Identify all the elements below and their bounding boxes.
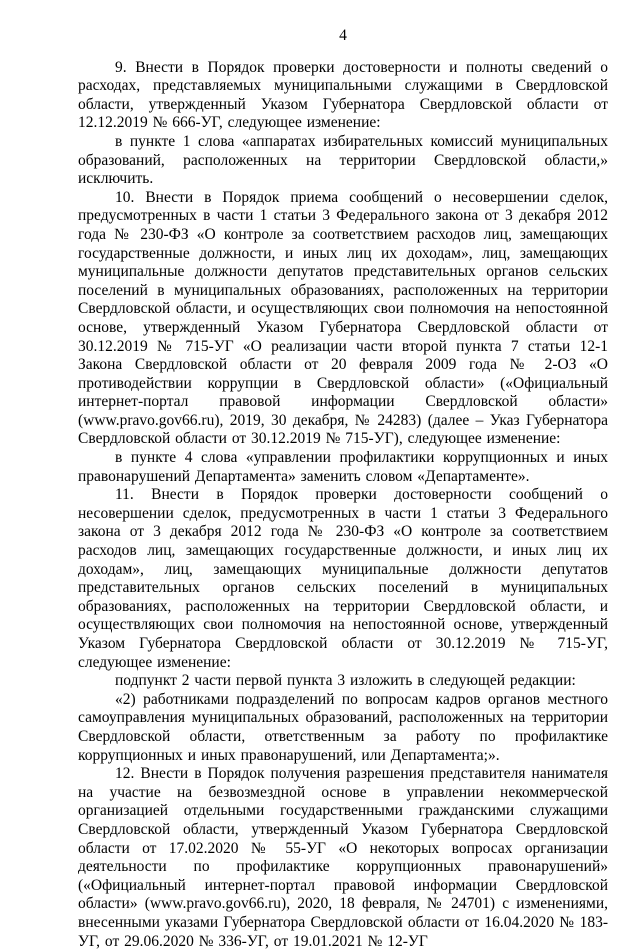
para-item-11-amendment-intro: подпункт 2 части первой пункта 3 изложить в следующей редакции: [115, 672, 576, 690]
para-item-10: 10. Внести в Порядок приема сообщений о несовершении сделок, предусмотренных в части 1 статьи 3 Федерального закона от 3 декабря 2012 года № 230-ФЗ «О контроле за соответствием расходов лиц, замещающих государственные должности, и иных лиц их доходам», лиц, замещающих муниципальные должности депутатов представительных органов сельских поселений в муниципальных образованиях, расположенных на территории Свердловской области, и осуществляющих свои полномочия на непостоянной основе, утвержденный Указом Губернатора Свердловской области от 30.12.2019 № 715-УГ «О реализации части второй пункта 7 статьи 12-1 Закона Свердловской области от 20 февраля 2009 года № 2-ОЗ «О противодействии коррупции в Свердловской области» («Официальный интернет-портал правовой информации Свердловской области» (www.pravo.gov66.ru), 2019, 30 декабря, № 24283) (далее – Указ Губернатора Свердловской области от 30.12.2019 № 715-УГ), следующее изменение: [78, 188, 608, 448]
page-number: 4 [339, 27, 347, 44]
para-item-11-amendment-text: «2) работниками подразделений по вопросам кадров органов местного самоуправления муниципальных образований, расположенных на территории Свердловской области, ответственным за работу по профилактике коррупционных и иных правонарушений, или Департамента;». [78, 690, 608, 764]
para-item-9: 9. Внести в Порядок проверки достоверности и полноты сведений о расходах, представляемых муниципальными служащими в Свердловской области, утвержденный Указом Губернатора Свердловской области от 12.12.2019 № 666-УГ, следующее изменение: [78, 58, 608, 132]
para-item-11: 11. Внести в Порядок проверки достоверности сообщений о несовершении сделок, предусмотренных в части 1 статьи 3 Федерального закона от 3 декабря 2012 года № 230-ФЗ «О контроле за соответствием расходов лиц, замещающих государственные должности, и иных лиц их доходам», лиц, замещающих муниципальные должности депутатов представительных органов сельских поселений в муниципальных образованиях, расположенных на территории Свердловской области, и осуществляющих свои полномочия на непостоянной основе, утвержденный Указом Губернатора Свердловской области от 30.12.2019 № 715-УГ, следующее изменение: [78, 486, 608, 671]
para-item-12: 12. Внести в Порядок получения разрешения представителя нанимателя на участие на безвозмездной основе в управлении некоммерческой организацией отдельными государственными гражданскими служащими Свердловской области, утвержденный Указом Губернатора Свердловской области от 17.02.2020 № 55-УГ «О некоторых вопросах организации деятельности по профилактике коррупционных правонарушений» («Официальный интернет-портал правовой информации Свердловской области» (www.pravo.gov66.ru), 2020, 18 февраля, № 24701) с изменениями, внесенными указами Губернатора Свердловской области от 16.04.2020 № 183-УГ, от 29.06.2020 № 336-УГ, от 19.01.2021 № 12-УГ [78, 765, 608, 950]
para-item-10-amendment: в пункте 4 слова «управлении профилактики коррупционных и иных правонарушений Департамента» заменить словом «Департаменте». [78, 449, 608, 485]
para-item-9-amendment: в пункте 1 слова «аппаратах избирательных комиссий муниципальных образований, расположенных на территории Свердловской области,» исключить. [78, 132, 608, 188]
